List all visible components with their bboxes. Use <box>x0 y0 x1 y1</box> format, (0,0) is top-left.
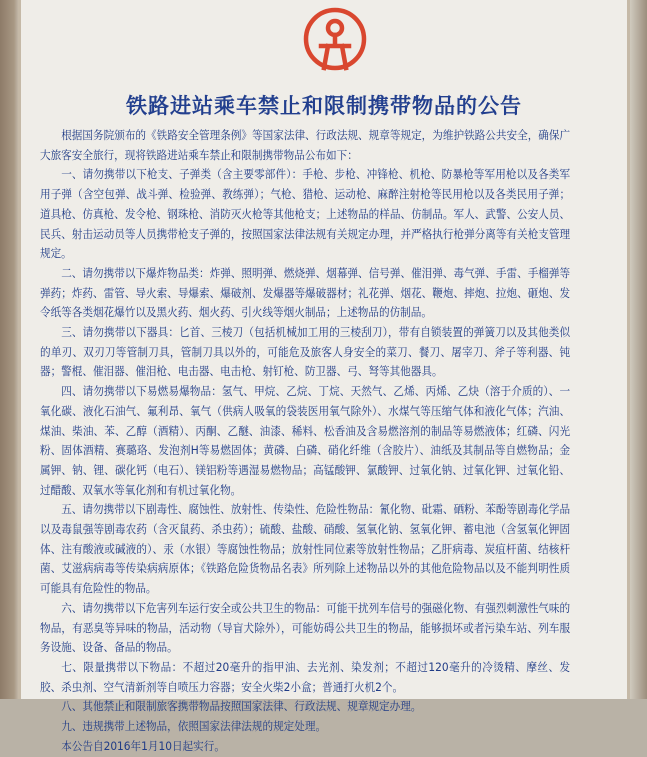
clause-1-firearms: 一、请勿携带以下枪支、子弹类（含主要零部件）：手枪、步枪、冲锋枪、机枪、防暴枪等军用枪以及各类军用子弹（含空包弹、战斗弹、检验弹、教练弹）；气枪、猎枪、运动枪、麻醉注射枪等民用枪以及各类民用子弹；道具枪、仿真枪、发令枪、钢珠枪、消防灭火枪等其他枪支；上述物品的样品、仿制品。军人、武警、公安人员、民兵、射击运动员等人员携带枪支子弹的，按照国家法律法规有关规定办理，并严格执行枪弹分离等有关枪支管理规定。 <box>40 167 571 261</box>
clause-2-explosives: 二、请勿携带以下爆炸物品类：炸弹、照明弹、燃烧弹、烟幕弹、信号弹、催泪弹、毒气弹、手雷、手榴弹等弹药；炸药、雷管、导火索、导爆索、爆破剂、发爆器等爆破器材；礼花弹、烟花、鞭炮、摔炮、拉炮、砸炮、发令纸等各类烟花爆竹以及黑火药、烟火药、引火线等烟火制品；上述物品的仿制品。 <box>40 265 571 320</box>
clause-5-toxic: 五、请勿携带以下剧毒性、腐蚀性、放射性、传染性、危险性物品：氰化物、砒霜、硒粉、苯酚等剧毒化学品以及毒鼠强等剧毒农药（含灭鼠药、杀虫药）；硫酸、盐酸、硝酸、氢氧化钠、氢氧化钾、蓄电池（含氢氧化钾固体、注有酸液或碱液的）、汞（水银）等腐蚀性物品；放射性同位素等放射性物品；乙肝病毒、炭疽杆菌、结核杆菌、艾滋病病毒等传染病病原体；《铁路危险货物品名表》所列除上述物品以外的其他危险物品以及不能判明性质可能具有危险性的物品。 <box>40 502 571 596</box>
china-railway-logo-icon <box>300 6 370 72</box>
notice-title: 铁路进站乘车禁止和限制携带物品的公告 <box>126 94 522 118</box>
clause-8-other: 八、其他禁止和限制旅客携带物品按照国家法律、行政法规、规章规定办理。 <box>61 699 422 714</box>
clause-3-weapons: 三、请勿携带以下器具：匕首、三棱刀（包括机械加工用的三棱刮刀），带有自锁装置的弹簧刀以及其他类似的单刃、双刃刀等管制刀具，管制刀具以外的，可能危及旅客人身安全的菜刀、餐刀、屠宰刀、斧子等利器、钝器；警棍、催泪器、催泪枪、电击器、电击枪、射钉枪、防卫器、弓、弩等其他器具。 <box>40 325 571 379</box>
clause-4-flammables: 四、请勿携带以下易燃易爆物品：氢气、甲烷、乙烷、丁烷、天然气、乙烯、丙烯、乙炔（溶于介质的）、一氧化碳、液化石油气、氟利昂、氧气（供病人吸氧的袋装医用氧气除外）、水煤气等压缩气体和液化气体；汽油、煤油、柴油、苯、乙醇（酒精）、丙酮、乙醚、油漆、稀料、松香油及含易燃溶剂的制品等易燃液体；红磷、闪光粉、固体酒精、赛璐珞、发泡剂H等易燃固体；黄磷、白磷、硝化纤维（含胶片）、油纸及其制品等自燃物品；金属钾、钠、锂、碳化钙（电石）、镁铝粉等遇湿易燃物品；高锰酸钾、氯酸钾、过氧化钠、过氧化钾、过氧化铅、过醋酸、双氧水等氧化剂和有机过氧化物。 <box>40 384 571 497</box>
clause-9-violations: 九、违规携带上述物品，依照国家法律法规的规定处理。 <box>61 719 327 734</box>
clause-7-limited: 七、限量携带以下物品：不超过20毫升的指甲油、去光剂、染发剂；不超过120毫升的冷烫精、摩丝、发胶、杀虫剂、空气清新剂等自喷压力容器；安全火柴2小盒；普通打火机2个。 <box>40 659 571 694</box>
clause-6-hazardous: 六、请勿携带以下危害列车运行安全或公共卫生的物品：可能干扰列车信号的强磁化物、有强烈刺激性气味的物品，有恶臭等异味的物品，活动物（导盲犬除外），可能妨碍公共卫生的物品，能够损坏或者污染车站、列车服务设施、设备、备品的物品。 <box>40 600 571 655</box>
notice-body <box>40 126 570 757</box>
effective-date: 本公告自2016年1月10日起实行。 <box>61 738 225 753</box>
intro-paragraph: 根据国务院颁布的《铁路安全管理条例》等国家法律、行政法规、规章等规定，为维护铁路公共安全，确保广大旅客安全旅行，现将铁路进站乘车禁止和限制携带物品公布如下： <box>40 128 571 162</box>
